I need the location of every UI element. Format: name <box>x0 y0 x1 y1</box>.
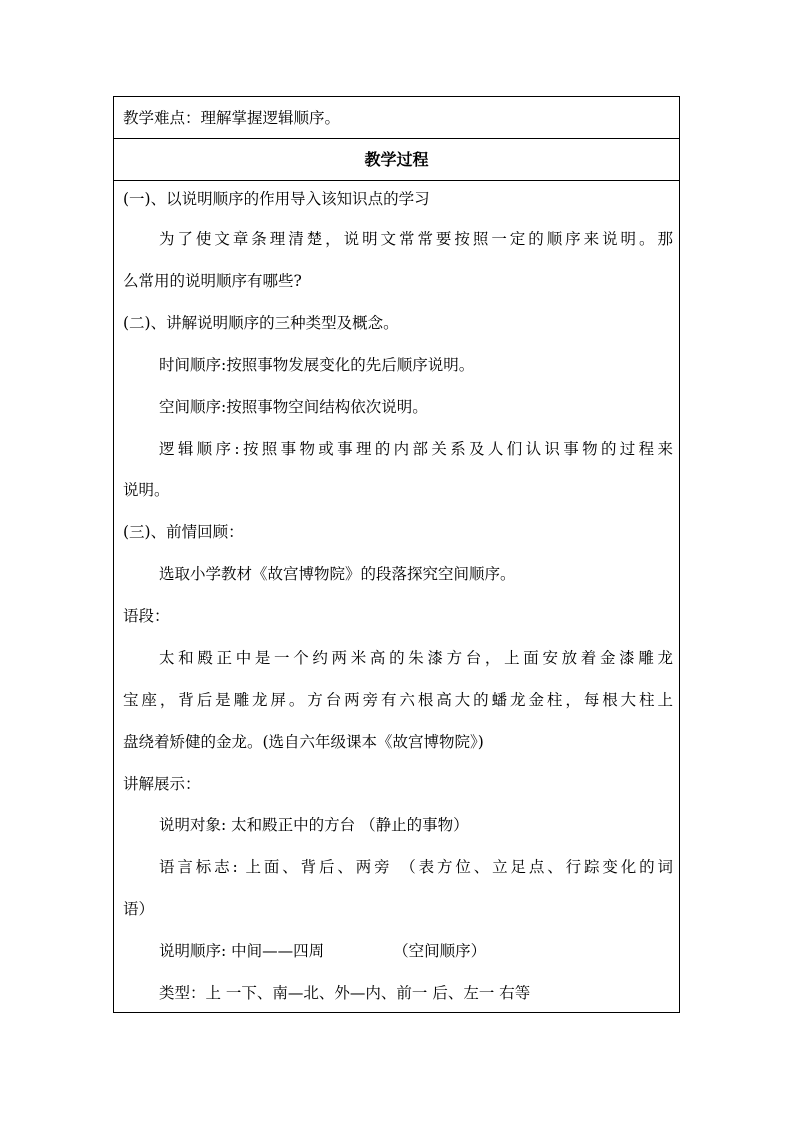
section-1-title: (一)、以说明顺序的作用导入该知识点的学习 <box>123 190 430 208</box>
paragraph-line: 么常用的说明顺序有哪些? <box>123 272 302 290</box>
process-heading: 教学过程 <box>364 150 429 169</box>
explanation-types: 类型：上 一下、南—北、外—内、前一 后、左一 右等 <box>159 984 531 1002</box>
paragraph-line: 语） <box>123 900 155 918</box>
lesson-table <box>113 96 680 1013</box>
excerpt-label: 语段： <box>123 607 170 625</box>
difficulty-row <box>114 97 679 139</box>
excerpt-line: 盘绕着矫健的金龙。(选自六年级课本《故宫博物院》) <box>123 733 484 751</box>
excerpt-line: 太和殿正中是一个约两米高的朱漆方台，上面安放着金漆雕龙 <box>159 649 673 667</box>
process-heading-row <box>114 139 679 181</box>
paragraph-line: 为了使文章条理清楚，说明文常常要按照一定的顺序来说明。那 <box>159 230 673 248</box>
explanation-object: 说明对象: 太和殿正中的方台 （静止的事物） <box>159 816 469 834</box>
section-2-title: (二)、讲解说明顺序的三种类型及概念。 <box>123 314 399 332</box>
paragraph-line: 说明。 <box>123 481 170 499</box>
explanation-label: 讲解展示： <box>123 775 201 793</box>
paragraph-line: 选取小学教材《故宫博物院》的段落探究空间顺序。 <box>159 565 516 583</box>
explanation-markers: 语言标志: 上面、背后、两旁 （表方位、立足点、行踪变化的词 <box>159 858 673 876</box>
space-order-definition: 空间顺序:按照事物空间结构依次说明。 <box>159 398 428 416</box>
process-content <box>114 181 679 1012</box>
difficulty-text: 教学难点：理解掌握逻辑顺序。 <box>123 109 341 127</box>
time-order-definition: 时间顺序:按照事物发展变化的先后顺序说明。 <box>159 356 475 374</box>
excerpt-line: 宝座，背后是雕龙屏。方台两旁有六根高大的蟠龙金柱，每根大柱上 <box>123 691 673 709</box>
logic-order-definition: 逻辑顺序:按照事物或事理的内部关系及人们认识事物的过程来 <box>159 440 673 458</box>
section-3-title: (三)、前情回顾： <box>123 523 244 541</box>
explanation-order: 说明顺序: 中间——四周 （空间顺序） <box>159 942 487 960</box>
